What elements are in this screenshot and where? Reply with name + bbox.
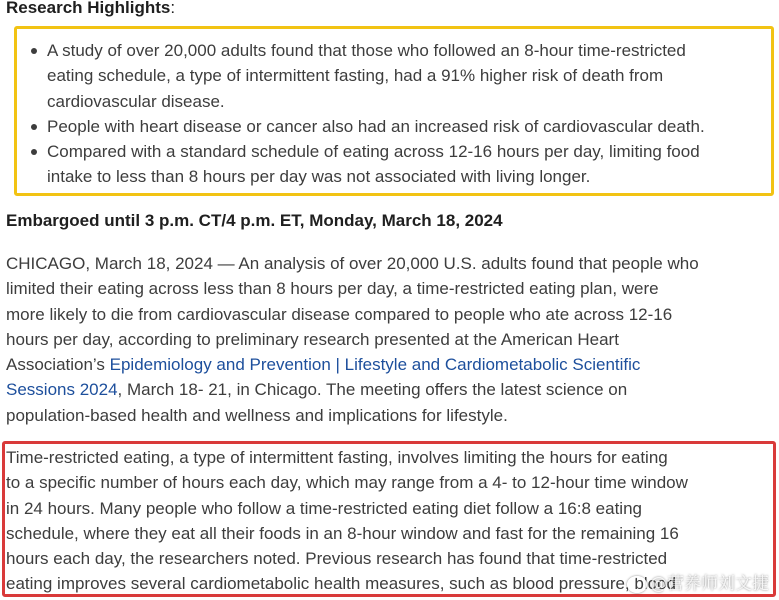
highlight-1-line-3: cardiovascular disease.: [47, 91, 225, 111]
watermark: [627, 569, 769, 594]
paragraph-1-line-6: [6, 377, 779, 402]
bullet-icon: [31, 149, 37, 155]
epidemiology-prevention-link[interactable]: Epidemiology and Prevention: [109, 355, 331, 375]
paragraph-2-line-1: Time-restricted eating, a type of intermittent fasting, involves limiting the hours for eating: [6, 448, 668, 467]
highlight-item-1: [29, 38, 779, 114]
paragraph-1-line-5: [6, 352, 779, 377]
embargo-notice: Embargoed until 3 p.m. CT/4 p.m. ET, Monday, March 18, 2024: [6, 211, 503, 230]
sessions-2024-link[interactable]: Sessions 2024: [6, 380, 118, 400]
paragraph-2-line-2: to a specific number of hours each day, which may range from a 4- to 12-hour time window: [6, 473, 688, 493]
highlight-1-line-2: eating schedule, a type of intermittent fasting, had a 91% higher risk of death from: [47, 66, 664, 86]
highlight-1-line-1: A study of over 20,000 adults found that those who followed an 8-hour time-restricted: [47, 41, 686, 60]
highlights-list: [29, 38, 779, 190]
bullet-icon: [31, 124, 37, 130]
watermark-text: @营养师刘文捷: [650, 574, 769, 594]
bullet-icon: [31, 48, 37, 54]
heading-text: Research Highlights: [6, 0, 171, 17]
paragraph-2-line-5: hours each day, the researchers noted. Previous research has found that time-restricted: [6, 549, 668, 569]
paragraph-2-line-6: eating improves several cardiometabolic health measures, such as blood pressure, blood: [6, 574, 676, 594]
paragraph-2-line-3: in 24 hours. Many people who follow a time-restricted eating diet follow a 16:8 eating: [6, 498, 642, 518]
paragraph-1-line-7: population-based health and wellness and implications for lifestyle.: [6, 405, 508, 425]
highlight-3-line-2: intake to less than 8 hours per day was not associated with living longer.: [47, 167, 591, 187]
paragraph-1-line-3: more likely to die from cardiovascular disease compared to people who ate across 12-16: [6, 304, 673, 324]
highlight-item-2: [29, 114, 779, 139]
highlight-3-line-1: Compared with a standard schedule of eating across 12-16 hours per day, limiting food: [47, 142, 700, 162]
heading-colon: :: [170, 0, 176, 17]
paragraph-1-line-1: CHICAGO, March 18, 2024 — An analysis of over 20,000 U.S. adults found that people who: [6, 254, 699, 273]
link-separator: |: [330, 355, 345, 375]
paragraph-2-line-4: schedule, where they eat all their foods in an 8-hour window and fast for the remaining 16: [6, 523, 679, 543]
article-paragraph-1: [6, 251, 779, 428]
highlight-item-3: [29, 139, 779, 190]
paragraph-1-line-4: hours per day, according to preliminary research presented at the American Heart: [6, 329, 619, 349]
paragraph-1-line-2: limited their eating across less than 8 hours per day, a time-restricted eating plan, were: [6, 279, 659, 299]
association-prefix: Association’s: [6, 355, 110, 375]
research-highlights-heading: [6, 0, 175, 19]
lifestyle-cardiometabolic-link[interactable]: Lifestyle and Cardiometabolic Scientific: [344, 355, 641, 375]
weibo-logo-icon: [627, 576, 647, 593]
meeting-details: , March 18- 21, in Chicago. The meeting offers the latest science on: [117, 380, 628, 400]
highlight-2-line-1: People with heart disease or cancer also had an increased risk of cardiovascular death.: [47, 116, 705, 136]
